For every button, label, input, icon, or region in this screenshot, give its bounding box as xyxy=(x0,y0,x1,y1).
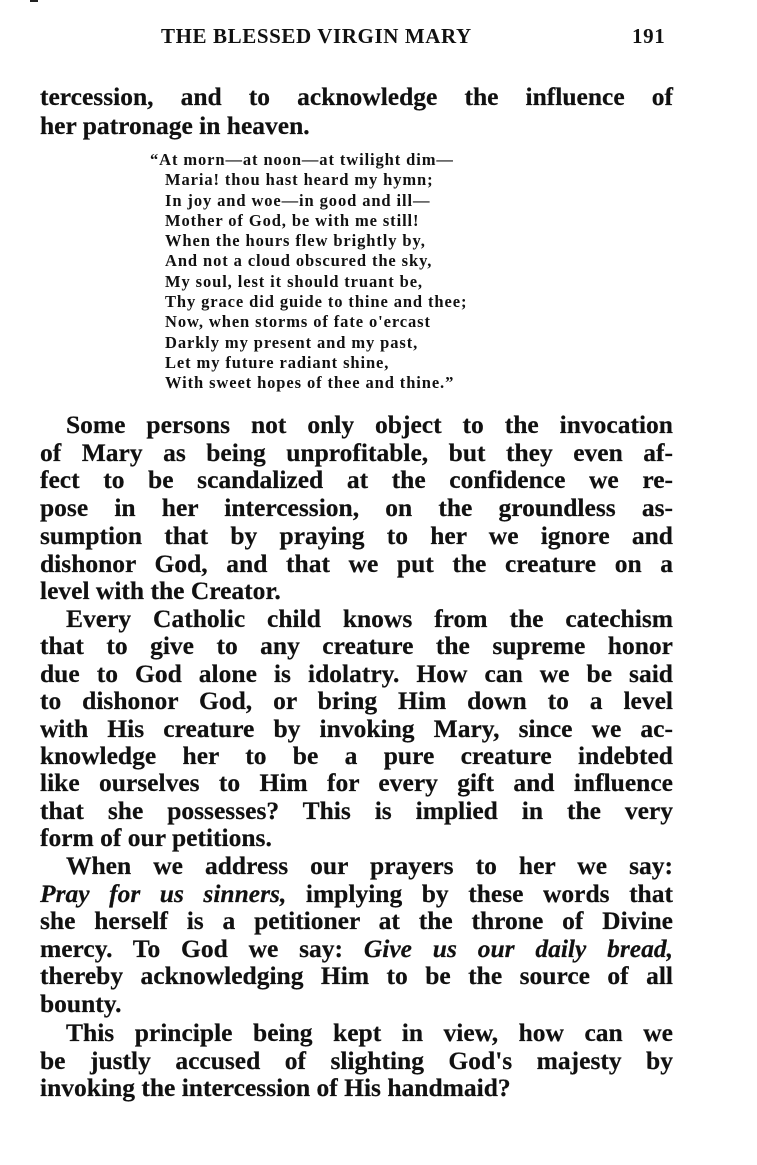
text-line xyxy=(40,577,673,605)
paragraph xyxy=(40,411,673,605)
text-segment: When we address our prayers to her we say: xyxy=(66,851,673,880)
text-line xyxy=(40,687,673,714)
text-segment: with His creature by invoking Mary, since we ac- xyxy=(40,713,673,743)
text-line xyxy=(40,522,673,550)
poem-line: Let my future radiant shine, xyxy=(165,352,390,372)
text-segment: pose in her intercession, on the groundless as- xyxy=(40,493,673,523)
poem-line: My soul, lest it should truant be, xyxy=(165,271,423,291)
poem-line: Maria! thou hast heard my hymn; xyxy=(165,170,434,190)
text-line xyxy=(40,852,673,880)
text-segment: her patronage in heaven. xyxy=(40,111,310,140)
text-segment: that to give to any creature the supreme honor xyxy=(40,631,673,661)
text-segment: bounty. xyxy=(40,988,122,1018)
text-segment: Some persons not only object to the invocation xyxy=(66,410,673,439)
text-segment: invoking the intercession of His handmaid? xyxy=(40,1073,511,1102)
text-line xyxy=(40,550,673,578)
poem-line: Now, when storms of fate o'ercast xyxy=(165,312,431,332)
text-line xyxy=(40,880,673,908)
text-segment: This principle being kept in view, how can we xyxy=(66,1018,673,1047)
text-segment: that she possesses? This is implied in the very xyxy=(40,795,673,825)
text-line xyxy=(40,1074,673,1102)
poem-line: With sweet hopes of thee and thine.” xyxy=(165,373,455,393)
text-line xyxy=(40,769,673,796)
poem-line: When the hours flew brightly by, xyxy=(165,231,426,251)
italic-phrase: Pray for us sinners, xyxy=(40,878,287,908)
text-segment: Every Catholic child knows from the catechism xyxy=(66,604,673,633)
paragraph xyxy=(40,605,673,852)
text-segment: level with the Creator. xyxy=(40,576,281,606)
paragraph xyxy=(40,1019,673,1102)
text-line xyxy=(40,1047,673,1075)
poem-line: In joy and woe—in good and ill— xyxy=(165,190,431,210)
text-segment: like ourselves to Him for every gift and influence xyxy=(40,768,673,798)
text-segment: dishonor God, and that we put the creature on a xyxy=(40,548,673,578)
text-line xyxy=(40,715,673,742)
text-segment: to dishonor God, or bring Him down to a level xyxy=(40,686,673,716)
text-segment: she herself is a petitioner at the throne of Divine xyxy=(40,906,673,936)
page-number: 191 xyxy=(632,24,666,48)
text-segment: form of our petitions. xyxy=(40,823,272,853)
running-header-title: THE BLESSED VIRGIN MARY xyxy=(161,24,472,48)
text-segment: knowledge her to be a pure creature indebted xyxy=(40,741,673,771)
text-segment: mercy. To God we say: xyxy=(40,933,364,963)
text-segment: implying by these words that xyxy=(286,878,673,908)
poem-line: And not a cloud obscured the sky, xyxy=(165,251,433,271)
italic-phrase: Give us our daily bread, xyxy=(363,933,674,963)
text-segment: be justly accused of slighting God's majesty by xyxy=(40,1045,673,1075)
poem-line: “At morn—at noon—at twilight dim— xyxy=(150,150,454,169)
text-line xyxy=(40,962,673,990)
poem-line: Darkly my present and my past, xyxy=(165,332,419,352)
text-line xyxy=(40,990,673,1018)
text-line xyxy=(40,742,673,769)
text-segment: fect to be scandalized at the confidence we re- xyxy=(40,465,673,495)
text-line xyxy=(40,1019,673,1047)
text-line xyxy=(40,605,673,632)
text-line xyxy=(40,82,673,111)
scan-mark xyxy=(30,0,38,2)
text-line xyxy=(40,439,673,467)
poem-quotation xyxy=(150,150,467,394)
paragraph xyxy=(40,852,673,1018)
text-line xyxy=(40,632,673,659)
text-segment: thereby acknowledging Him to be the source of all xyxy=(40,961,673,991)
text-line xyxy=(40,907,673,935)
text-line xyxy=(40,466,673,494)
paragraph xyxy=(40,82,673,140)
text-segment: sumption that by praying to her we ignore and xyxy=(40,520,673,550)
poem-line: Mother of God, be with me still! xyxy=(165,210,420,230)
text-line xyxy=(40,660,673,687)
text-segment: due to God alone is idolatry. How can we be said xyxy=(40,658,673,688)
text-line xyxy=(40,411,673,439)
text-line xyxy=(40,797,673,824)
text-segment: of Mary as being unprofitable, but they even af- xyxy=(40,437,673,467)
text-line xyxy=(40,111,673,140)
poem-line: Thy grace did guide to thine and thee; xyxy=(165,292,468,312)
text-line xyxy=(40,824,673,851)
text-segment: tercession, and to acknowledge the influence of xyxy=(40,82,673,111)
text-line xyxy=(40,494,673,522)
text-line xyxy=(40,935,673,963)
